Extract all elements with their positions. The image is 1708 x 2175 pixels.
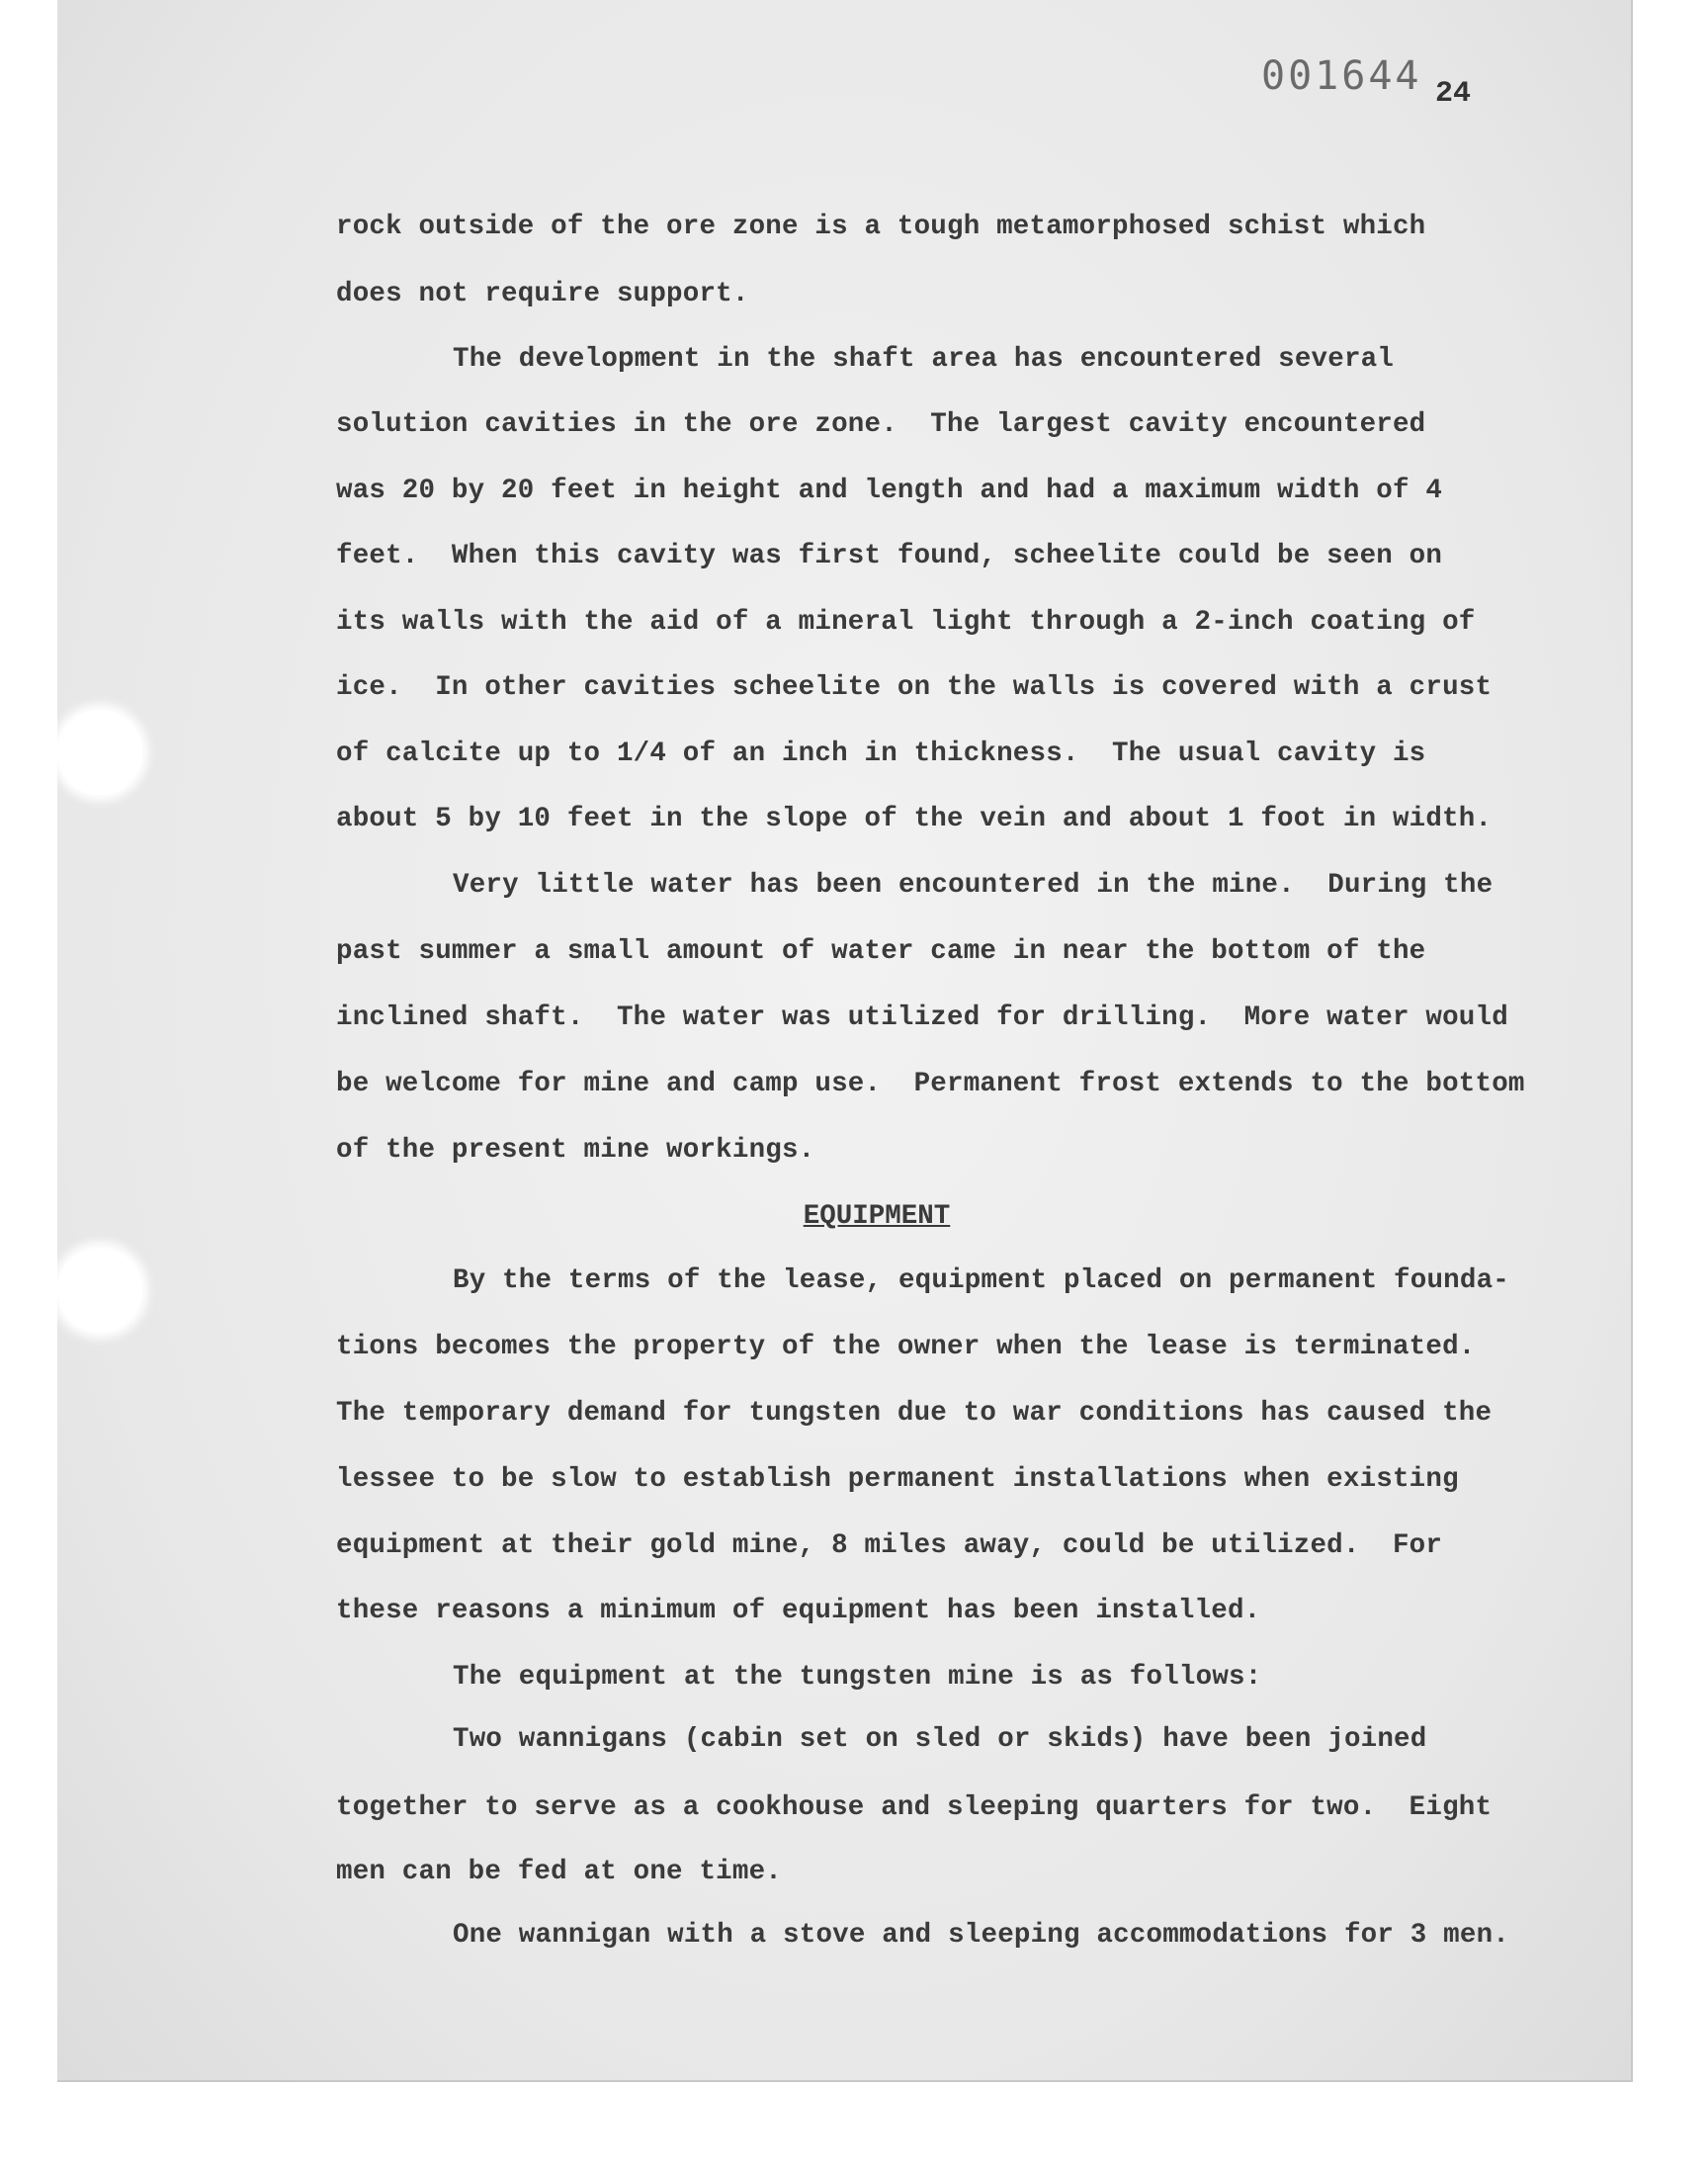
text-line: does not require support. — [336, 279, 749, 309]
document-number-stamp: 001644 — [1261, 53, 1422, 99]
section-heading: EQUIPMENT — [803, 1201, 951, 1232]
text-line: The temporary demand for tungsten due to war conditions has caused the — [336, 1398, 1493, 1429]
paragraph-first-line: Very little water has been encountered in the mine. During the — [453, 870, 1494, 901]
text-line: past summer a small amount of water came in near the bottom of the — [336, 936, 1426, 967]
text-line: lessee to be slow to establish permanent installations when existing — [336, 1464, 1459, 1495]
paragraph-first-line: By the terms of the lease, equipment placed on permanent founda- — [453, 1265, 1509, 1296]
text-line: feet. When this cavity was first found, scheelite could be seen on — [336, 541, 1443, 571]
text-line: of calcite up to 1/4 of an inch in thickness. The usual cavity is — [336, 739, 1426, 769]
text-line: these reasons a minimum of equipment has been installed. — [336, 1596, 1261, 1626]
punch-hole — [57, 1248, 142, 1333]
text-line: men can be fed at one time. — [336, 1857, 782, 1887]
paragraph-first-line: The equipment at the tungsten mine is as follows: — [453, 1662, 1262, 1693]
page-number: 24 — [1435, 77, 1472, 111]
punch-hole — [57, 710, 142, 795]
text-line: rock outside of the ore zone is a tough metamorphosed schist which — [336, 212, 1426, 242]
text-line: inclined shaft. The water was utilized for drilling. More water would — [336, 1002, 1508, 1033]
text-line: tions becomes the property of the owner when the lease is terminated. — [336, 1332, 1476, 1362]
text-line: about 5 by 10 feet in the slope of the vein and about 1 foot in width. — [336, 804, 1493, 834]
paragraph-first-line: Two wannigans (cabin set on sled or skids) have been joined — [453, 1724, 1427, 1755]
paragraph-first-line: One wannigan with a stove and sleeping accommodations for 3 men. — [453, 1920, 1509, 1951]
text-line: together to serve as a cookhouse and sleeping quarters for two. Eight — [336, 1792, 1493, 1823]
text-line: was 20 by 20 feet in height and length and had a maximum width of 4 — [336, 476, 1443, 506]
text-line: be welcome for mine and camp use. Permanent frost extends to the bottom — [336, 1069, 1525, 1099]
paragraph-first-line: The development in the shaft area has encountered several — [453, 344, 1395, 375]
text-line: equipment at their gold mine, 8 miles away, could be utilized. For — [336, 1530, 1443, 1561]
text-line: ice. In other cavities scheelite on the walls is covered with a crust — [336, 672, 1493, 703]
scanned-page — [57, 0, 1633, 2082]
text-line: of the present mine workings. — [336, 1135, 815, 1166]
text-line: its walls with the aid of a mineral light through a 2-inch coating of — [336, 607, 1476, 638]
text-line: solution cavities in the ore zone. The largest cavity encountered — [336, 409, 1426, 440]
